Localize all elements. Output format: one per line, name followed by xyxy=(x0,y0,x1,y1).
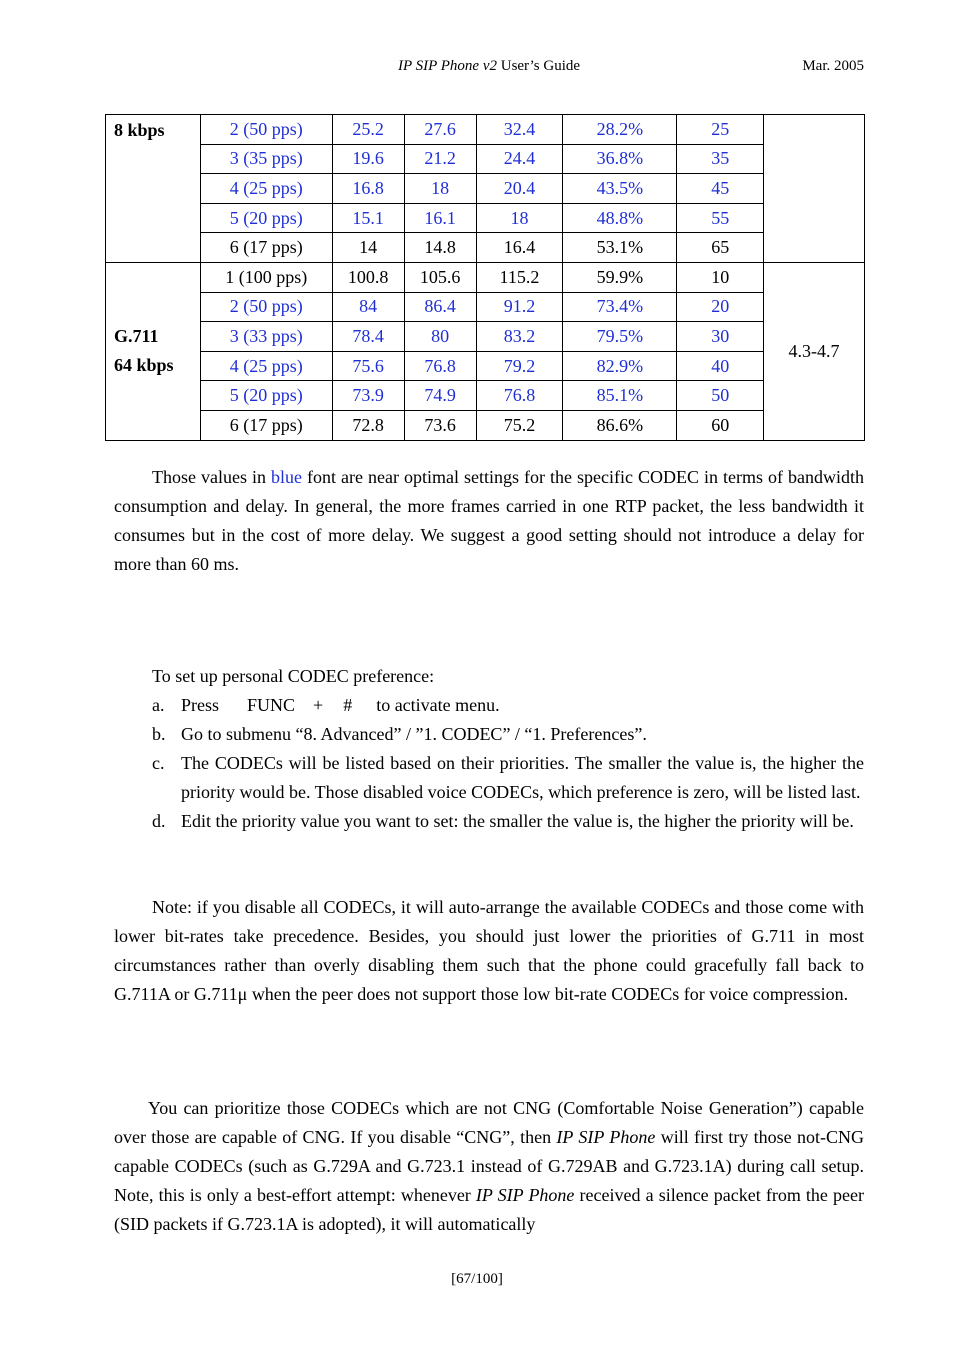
list-item xyxy=(114,691,864,720)
codec-label-8kbps: 8 kbps xyxy=(106,115,201,263)
table-cell: 3 (33 pps) xyxy=(200,322,332,352)
table-cell: 79.2 xyxy=(476,351,563,381)
table-cell: 73.6 xyxy=(404,410,476,440)
table-cell: 24.4 xyxy=(476,144,563,174)
list-item xyxy=(114,807,864,836)
cng-part2: will first try those not-CNG capable CODECs (such as G.729A and G.723.1 instead of G.729AB and G.723.1A) during call setup. Note, this is only a best-effort attempt: whenever xyxy=(114,1127,864,1205)
table-cell: 60 xyxy=(677,410,764,440)
table-cell: 25 xyxy=(677,115,764,145)
table-cell: 79.5% xyxy=(563,322,677,352)
codec-bandwidth-table xyxy=(105,114,865,441)
table-body xyxy=(106,115,865,441)
title-product: IP SIP Phone v2 xyxy=(397,58,497,74)
cng-product-2: IP SIP Phone xyxy=(475,1185,575,1205)
table-cell: 83.2 xyxy=(476,322,563,352)
table-cell: 48.8% xyxy=(563,203,677,233)
page-header xyxy=(114,58,864,78)
table-cell: 73.4% xyxy=(563,292,677,322)
codec-name: G.711 xyxy=(114,326,159,347)
table-cell: 55 xyxy=(677,203,764,233)
table-cell: 76.8 xyxy=(404,351,476,381)
table-cell: 2 (50 pps) xyxy=(200,292,332,322)
table-cell: 75.2 xyxy=(476,410,563,440)
table-row xyxy=(106,262,865,292)
table-cell: 36.8% xyxy=(563,144,677,174)
table-cell: 45 xyxy=(677,174,764,204)
step-a-rest: to activate menu. xyxy=(376,695,500,715)
setup-steps-list xyxy=(114,691,864,836)
table-cell: 80 xyxy=(404,322,476,352)
table-cell: 5 (20 pps) xyxy=(200,381,332,411)
cng-part3: received a silence packet from the peer (SID packets if G.723.1A is adopted), it will automatically xyxy=(114,1185,865,1234)
list-marker: c. xyxy=(152,753,165,773)
table-cell: 59.9% xyxy=(563,262,677,292)
table-row xyxy=(106,351,865,381)
table-cell: 115.2 xyxy=(476,262,563,292)
plus-sign: + xyxy=(313,695,324,715)
table-row xyxy=(106,203,865,233)
cng-product-1: IP SIP Phone xyxy=(556,1127,656,1147)
table-cell: 32.4 xyxy=(476,115,563,145)
table-cell: 14.8 xyxy=(404,233,476,263)
table-cell: 16.1 xyxy=(404,203,476,233)
step-b-text: Go to submenu “8. Advanced” / ”1. CODEC” / “1. Preferences”. xyxy=(181,724,647,744)
table-row xyxy=(106,115,865,145)
table-cell: 20.4 xyxy=(476,174,563,204)
table-cell: 40 xyxy=(677,351,764,381)
table-cell: 5 (20 pps) xyxy=(200,203,332,233)
table-cell: 25.2 xyxy=(332,115,404,145)
table-cell: 6 (17 pps) xyxy=(200,233,332,263)
step-c-text: The CODECs will be listed based on their priorities. The smaller the value is, the higher the priority would be. Those disabled voice CODECs, which preference is zero, will be listed last. xyxy=(181,753,864,802)
table-cell: 43.5% xyxy=(563,174,677,204)
table-cell: 18 xyxy=(476,203,563,233)
table-cell: 50 xyxy=(677,381,764,411)
page-number: [67/100] xyxy=(451,1271,503,1287)
table-cell: 84 xyxy=(332,292,404,322)
table-cell: 20 xyxy=(677,292,764,322)
codec-rate: 64 kbps xyxy=(114,355,174,376)
table-cell: 65 xyxy=(677,233,764,263)
table-cell: 86.4 xyxy=(404,292,476,322)
table-row xyxy=(106,322,865,352)
table-cell: 15.1 xyxy=(332,203,404,233)
table-cell: 28.2% xyxy=(563,115,677,145)
list-marker: a. xyxy=(152,695,165,715)
table-cell: 72.8 xyxy=(332,410,404,440)
para1-after: font are near optimal settings for the specific CODEC in terms of bandwidth consumption and delay. In general, the more frames carried in one RTP packet, the less bandwidth it consumes but in the cost of more delay. We suggest a good setting should not introduce a delay for more than 60 ms. xyxy=(114,467,864,574)
table-row xyxy=(106,292,865,322)
para1-blue-word: blue xyxy=(271,467,303,487)
table-cell: 73.9 xyxy=(332,381,404,411)
table-cell: 3 (35 pps) xyxy=(200,144,332,174)
cng-part1: You can prioritize those CODECs which are not CNG (Comfortable Noise Generation”) capable over those are capable of CNG. If you disable “CNG”, then xyxy=(114,1098,864,1147)
table-cell: 100.8 xyxy=(332,262,404,292)
list-marker: d. xyxy=(152,811,166,831)
table-cell: 91.2 xyxy=(476,292,563,322)
table-cell: 14 xyxy=(332,233,404,263)
note-paragraph: Note: if you disable all CODECs, it will auto-arrange the available CODECs and those come with lower bit-rates take precedence. Besides, you should just lower the priorities of G.711 in most circumstances rather than overly disabling them such that the phone could gracefully fall back to G.711A or G.711μ when the peer does not support those low bit-rate CODECs for voice compression. xyxy=(114,897,864,1004)
setup-intro: To set up personal CODEC preference: xyxy=(152,666,435,686)
table-cell: 16.4 xyxy=(476,233,563,263)
table-cell: 19.6 xyxy=(332,144,404,174)
table-cell: 75.6 xyxy=(332,351,404,381)
blue-values-paragraph xyxy=(114,463,864,579)
cng-paragraph xyxy=(114,1094,864,1239)
step-a-press: Press xyxy=(181,695,220,715)
list-marker: b. xyxy=(152,724,166,744)
table-cell: 16.8 xyxy=(332,174,404,204)
list-item xyxy=(114,720,864,749)
table-cell: 4 (25 pps) xyxy=(200,174,332,204)
mos-range-cell: 4.3-4.7 xyxy=(764,262,865,440)
table-row xyxy=(106,233,865,263)
table-cell: 53.1% xyxy=(563,233,677,263)
table-cell-empty xyxy=(764,115,865,263)
table-cell: 85.1% xyxy=(563,381,677,411)
table-cell: 35 xyxy=(677,144,764,174)
table-cell: 86.6% xyxy=(563,410,677,440)
table-cell: 74.9 xyxy=(404,381,476,411)
table-cell: 2 (50 pps) xyxy=(200,115,332,145)
table-cell: 105.6 xyxy=(404,262,476,292)
table-cell: 1 (100 pps) xyxy=(200,262,332,292)
table-cell: 10 xyxy=(677,262,764,292)
table-row xyxy=(106,174,865,204)
document-date: Mar. 2005 xyxy=(802,58,864,74)
para1-before: Those values in xyxy=(152,467,272,487)
table-cell: 6 (17 pps) xyxy=(200,410,332,440)
title-suffix: User’s Guide xyxy=(496,58,581,74)
document-title xyxy=(114,58,864,75)
table-row xyxy=(106,410,865,440)
func-key-label: FUNC xyxy=(247,695,296,715)
table-cell: 4 (25 pps) xyxy=(200,351,332,381)
codec-label-g711 xyxy=(106,262,201,440)
hash-key-label: # xyxy=(343,695,353,715)
table-cell: 76.8 xyxy=(476,381,563,411)
table-cell: 21.2 xyxy=(404,144,476,174)
table-cell: 82.9% xyxy=(563,351,677,381)
table-row xyxy=(106,381,865,411)
table-row xyxy=(106,144,865,174)
table-cell: 78.4 xyxy=(332,322,404,352)
step-d-text: Edit the priority value you want to set: the smaller the value is, the higher the priority will be. xyxy=(181,811,854,831)
table-cell: 27.6 xyxy=(404,115,476,145)
table-cell: 18 xyxy=(404,174,476,204)
table-cell: 30 xyxy=(677,322,764,352)
list-item xyxy=(114,749,864,807)
